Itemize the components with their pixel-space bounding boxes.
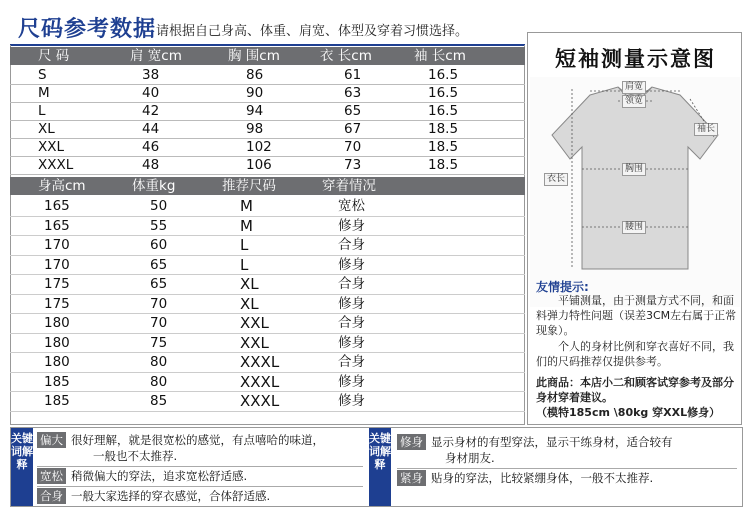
length-cell: 70 xyxy=(344,139,362,155)
length-cell: 73 xyxy=(344,157,362,173)
keyword-desc-loose: 稍微偏大的穿法，追求宽松舒适感. xyxy=(71,469,248,483)
keyword-tag-loose: 宽松 xyxy=(37,468,66,484)
keyword-legend xyxy=(10,427,743,507)
tip-product: 此商品：本店小二和顾客试穿参考及部分身材穿着建议。 xyxy=(536,376,734,404)
size-table-row xyxy=(10,156,525,174)
keyword-desc-oversize-2: 一般也不太推荐. xyxy=(93,449,178,463)
keyword-desc-slim: 显示身材的有型穿法，显示干练身材，适合较有 xyxy=(431,435,673,449)
chest-cell: 90 xyxy=(246,85,264,101)
col-header-length: 衣 长cm xyxy=(320,48,372,64)
recommended-size-cell: XL xyxy=(240,275,259,293)
fit-cell: 宽松 xyxy=(338,198,365,214)
size-cell: XXL xyxy=(38,139,65,155)
shoulder-cell: 44 xyxy=(142,121,160,137)
height-cell: 175 xyxy=(44,276,70,292)
recommended-size-cell: XXL xyxy=(240,314,269,332)
height-cell: 180 xyxy=(44,354,70,370)
weight-cell: 70 xyxy=(150,315,168,331)
col-header-weight: 体重kg xyxy=(132,178,176,194)
recommended-size-cell: XXXL xyxy=(240,392,280,410)
size-cell: XL xyxy=(38,121,55,137)
rec-table-row xyxy=(10,392,525,410)
tip-reference: 个人的身材比例和穿衣喜好不同，我们的尺码推荐仅提供参考。 xyxy=(536,340,734,368)
height-cell: 170 xyxy=(44,256,70,273)
chest-cell: 94 xyxy=(246,103,264,119)
sleeve-cell: 18.5 xyxy=(428,157,459,173)
shoulder-cell: 38 xyxy=(142,67,160,83)
shoulder-cell: 48 xyxy=(142,157,160,173)
size-cell: XXXL xyxy=(38,157,74,173)
col-header-sleeve: 袖 长cm xyxy=(414,48,466,64)
height-cell: 175 xyxy=(44,295,70,312)
keyword-label-left: 关键词解释 xyxy=(11,428,33,506)
panel-title: 短袖测量示意图 xyxy=(555,47,716,71)
keyword-tag-fit: 合身 xyxy=(37,488,66,504)
label-collar: 领宽 xyxy=(622,95,646,108)
col-header-size: 尺 码 xyxy=(38,48,70,64)
recommended-size-cell: M xyxy=(240,216,253,235)
rec-table-row xyxy=(10,314,525,332)
rec-table-row xyxy=(10,197,525,215)
height-cell: 170 xyxy=(44,237,70,253)
label-shoulder: 肩宽 xyxy=(622,81,646,94)
size-table-header xyxy=(10,47,525,65)
height-cell: 165 xyxy=(44,198,70,214)
weight-cell: 55 xyxy=(150,217,168,234)
rec-table-row xyxy=(10,256,525,274)
keyword-desc-slim-2: 身材朋友. xyxy=(445,451,495,465)
rec-table-row xyxy=(10,295,525,313)
size-table-row xyxy=(10,102,525,120)
fit-cell: 修身 xyxy=(338,256,365,273)
sleeve-cell: 18.5 xyxy=(428,139,459,155)
keyword-tag-oversize: 偏大 xyxy=(37,432,66,448)
sleeve-cell: 16.5 xyxy=(428,103,459,119)
tip-measurement: 平铺测量，由于测量方式不同，和面料弹力特性问题（误差3CM左右属于正常现象）。 xyxy=(536,294,737,337)
recommended-size-cell: L xyxy=(240,236,249,254)
sleeve-cell: 16.5 xyxy=(428,67,459,83)
fit-cell: 合身 xyxy=(338,315,365,331)
recommended-size-cell: XXXL xyxy=(240,372,280,391)
measurement-panel xyxy=(527,32,742,425)
keyword-tag-tight: 紧身 xyxy=(397,470,426,486)
length-cell: 67 xyxy=(344,121,362,137)
shoulder-cell: 40 xyxy=(142,85,160,101)
weight-cell: 80 xyxy=(150,354,168,370)
recommended-size-cell: L xyxy=(240,255,249,274)
weight-cell: 50 xyxy=(150,198,168,214)
fit-cell: 合身 xyxy=(338,354,365,370)
col-header-shoulder: 肩 宽cm xyxy=(130,48,182,64)
weight-cell: 80 xyxy=(150,373,168,390)
weight-cell: 85 xyxy=(150,393,168,409)
fit-cell: 合身 xyxy=(338,276,365,292)
sleeve-cell: 18.5 xyxy=(428,121,459,137)
chest-cell: 102 xyxy=(246,139,272,155)
col-header-recommended: 推荐尺码 xyxy=(222,178,276,194)
fit-cell: 修身 xyxy=(338,393,365,409)
length-cell: 63 xyxy=(344,85,362,101)
height-cell: 180 xyxy=(44,334,70,351)
chest-cell: 98 xyxy=(246,121,264,137)
size-cell: S xyxy=(38,67,47,83)
size-table-row xyxy=(10,138,525,156)
fit-cell: 修身 xyxy=(338,295,365,312)
height-cell: 180 xyxy=(44,315,70,331)
keyword-desc-oversize: 很好理解，就是很宽松的感觉，有点嘻哈的味道， xyxy=(71,433,324,447)
keyword-label-right: 关键词解释 xyxy=(369,428,391,506)
rec-table-row xyxy=(10,217,525,235)
rec-table-row xyxy=(10,353,525,371)
size-table-row xyxy=(10,120,525,138)
tips-title: 友情提示: xyxy=(536,280,589,294)
page-title: 尺码参考数据 xyxy=(18,17,157,42)
chest-cell: 106 xyxy=(246,157,272,173)
length-cell: 61 xyxy=(344,67,362,83)
rec-table-row xyxy=(10,275,525,293)
col-header-height: 身高cm xyxy=(38,178,86,194)
weight-cell: 60 xyxy=(150,237,168,253)
size-cell: M xyxy=(38,85,50,101)
label-length: 衣长 xyxy=(544,173,568,186)
label-sleeve: 袖长 xyxy=(694,123,718,136)
label-waist: 腰围 xyxy=(622,221,646,234)
height-cell: 185 xyxy=(44,373,70,390)
fit-cell: 修身 xyxy=(338,217,365,234)
keyword-desc-tight: 贴身的穿法，比较紧绷身体，一般不太推荐. xyxy=(431,471,654,485)
weight-cell: 75 xyxy=(150,334,168,351)
rec-table-row xyxy=(10,236,525,254)
fit-cell: 合身 xyxy=(338,237,365,253)
keyword-tag-slim: 修身 xyxy=(397,434,426,450)
page-subtitle: 请根据自己身高、体重、肩宽、体型及穿着习惯选择。 xyxy=(156,24,469,39)
shoulder-cell: 42 xyxy=(142,103,160,119)
recommended-size-cell: XXL xyxy=(240,333,269,352)
label-chest: 胸围 xyxy=(622,163,646,176)
col-header-chest: 胸 围cm xyxy=(228,48,280,64)
size-cell: L xyxy=(38,103,46,119)
length-cell: 65 xyxy=(344,103,362,119)
weight-cell: 70 xyxy=(150,295,168,312)
tshirt-diagram xyxy=(530,77,740,307)
sleeve-cell: 16.5 xyxy=(428,85,459,101)
fit-cell: 修身 xyxy=(338,373,365,390)
rec-table-row xyxy=(10,334,525,352)
size-table-row xyxy=(10,84,525,102)
fit-cell: 修身 xyxy=(338,334,365,351)
recommended-size-cell: M xyxy=(240,197,253,215)
rec-table-header xyxy=(10,177,525,195)
recommended-size-cell: XL xyxy=(240,294,259,313)
weight-cell: 65 xyxy=(150,276,168,292)
recommended-size-cell: XXXL xyxy=(240,353,280,371)
col-header-fit: 穿着情况 xyxy=(322,178,376,194)
chest-cell: 86 xyxy=(246,67,264,83)
height-cell: 185 xyxy=(44,393,70,409)
tip-model: （模特185cm \80kg 穿XXL修身） xyxy=(536,406,721,419)
weight-cell: 65 xyxy=(150,256,168,273)
shoulder-cell: 46 xyxy=(142,139,160,155)
rec-table-row xyxy=(10,373,525,391)
height-cell: 165 xyxy=(44,217,70,234)
size-table-row xyxy=(10,66,525,84)
header xyxy=(10,10,525,44)
keyword-desc-fit: 一般大家选择的穿衣感觉，合体舒适感. xyxy=(71,489,271,503)
